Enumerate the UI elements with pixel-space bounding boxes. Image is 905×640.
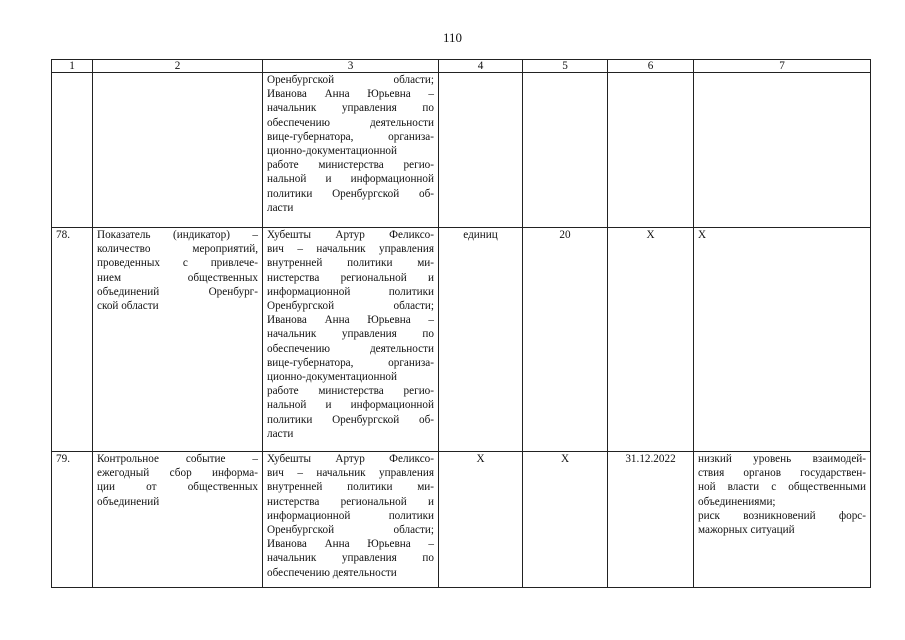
risk-cell-line: ной власти с общественными [698,481,866,494]
unit-cell: единиц [439,228,523,452]
responsible-person-cell-line: Хубешты Артур Феликсо- [267,453,434,465]
column-header-2: 2 [93,60,263,73]
responsible-person-cell-line: внутренней политики ми- [267,257,434,270]
responsible-person-cell-line: внутренней политики ми- [267,481,434,494]
responsible-person-cell-line: политики Оренбургской об- [267,187,434,200]
responsible-person-cell-line: Оренбургской области; [267,300,434,313]
indicator-name-cell-line: количество мероприятий, [97,243,258,256]
page-number: 110 [442,30,463,45]
table-row [52,452,871,588]
responsible-person-cell-line: Иванова Анна Юрьевна – [267,538,434,551]
indicator-name-cell-line: объединений [97,495,160,508]
date-cell [608,73,694,228]
value-cell: Х [523,452,608,588]
responsible-person-cell [263,452,439,588]
indicator-name-cell-line: ежегодный сбор информа- [97,467,258,480]
risk-cell-line: мажорных ситуаций [698,524,795,537]
row-number-cell: 78. [52,228,93,452]
indicator-name-cell-line: объединений Оренбург- [97,285,258,298]
unit-cell [439,73,523,228]
indicator-name-cell [93,452,263,588]
responsible-person-cell-line: Иванова Анна Юрьевна – [267,314,434,327]
risk-cell [694,73,871,228]
responsible-person-cell-line: начальник управления по [267,552,434,565]
responsible-person-cell-line: обеспечению деятельности [267,116,434,129]
responsible-person-cell-line: начальник управления по [267,328,434,341]
indicator-name-cell-line: проведенных с привлече- [97,257,258,270]
date-cell: 31.12.2022 [608,452,694,588]
responsible-person-cell-line: вице-губернатора, организа- [267,130,434,143]
column-number-row [52,60,871,73]
column-header-3: 3 [263,60,439,73]
responsible-person-cell-line: начальник управления по [267,102,434,115]
responsible-person-cell-line: работе министерства регио- [267,385,434,398]
column-header-7: 7 [694,60,871,73]
column-header-5: 5 [523,60,608,73]
responsible-person-cell-line: ласти [267,201,294,214]
indicator-name-cell-line: Показатель (индикатор) – [97,229,258,241]
date-cell: Х [608,228,694,452]
table-row [52,73,871,228]
responsible-person-cell-line: обеспечению деятельности [267,566,397,579]
responsible-person-cell-line: обеспечению деятельности [267,342,434,355]
responsible-person-cell-line: Иванова Анна Юрьевна – [267,88,434,101]
plan-table [51,59,871,588]
risk-cell-line: Х [698,229,707,241]
responsible-person-cell-line: Оренбургской области; [267,74,434,86]
risk-cell [694,228,871,452]
risk-cell-line: объединениями; [698,495,776,508]
responsible-person-cell [263,228,439,452]
responsible-person-cell-line: нистерства региональной и [267,271,434,284]
responsible-person-cell-line: политики Оренбургской об- [267,413,434,426]
risk-cell [694,452,871,588]
value-cell [523,73,608,228]
risk-cell-line: риск возникновений форс- [698,509,866,522]
responsible-person-cell-line: нистерства региональной и [267,495,434,508]
indicator-name-cell-line: ской области [97,300,159,313]
responsible-person-cell-line: вич – начальник управления [267,467,434,480]
responsible-person-cell-line: вич – начальник управления [267,243,434,256]
responsible-person-cell-line: Хубешты Артур Феликсо- [267,229,434,241]
unit-cell: Х [439,452,523,588]
column-header-1: 1 [52,60,93,73]
responsible-person-cell-line: ласти [267,427,294,440]
responsible-person-cell-line: работе министерства регио- [267,159,434,172]
row-number-cell [52,73,93,228]
indicator-name-cell-line: Контрольное событие – [97,453,258,465]
column-header-6: 6 [608,60,694,73]
column-header-4: 4 [439,60,523,73]
risk-cell-line: низкий уровень взаимодей- [698,453,866,465]
table-row [52,228,871,452]
row-number-cell: 79. [52,452,93,588]
indicator-name-cell [93,73,263,228]
responsible-person-cell-line: нальной и информационной [267,173,434,186]
responsible-person-cell-line: информационной политики [267,285,434,298]
responsible-person-cell [263,73,439,228]
value-cell: 20 [523,228,608,452]
indicator-name-cell-line: нием общественных [97,271,258,284]
responsible-person-cell-line: Оренбургской области; [267,524,434,537]
indicator-name-cell-line: ции от общественных [97,481,258,494]
responsible-person-cell-line: ционно-документационной [267,371,398,384]
responsible-person-cell-line: информационной политики [267,509,434,522]
responsible-person-cell-line: ционно-документационной [267,145,398,158]
responsible-person-cell-line: вице-губернатора, организа- [267,356,434,369]
responsible-person-cell-line: нальной и информационной [267,399,434,412]
indicator-name-cell [93,228,263,452]
risk-cell-line: ствия органов государствен- [698,467,866,480]
